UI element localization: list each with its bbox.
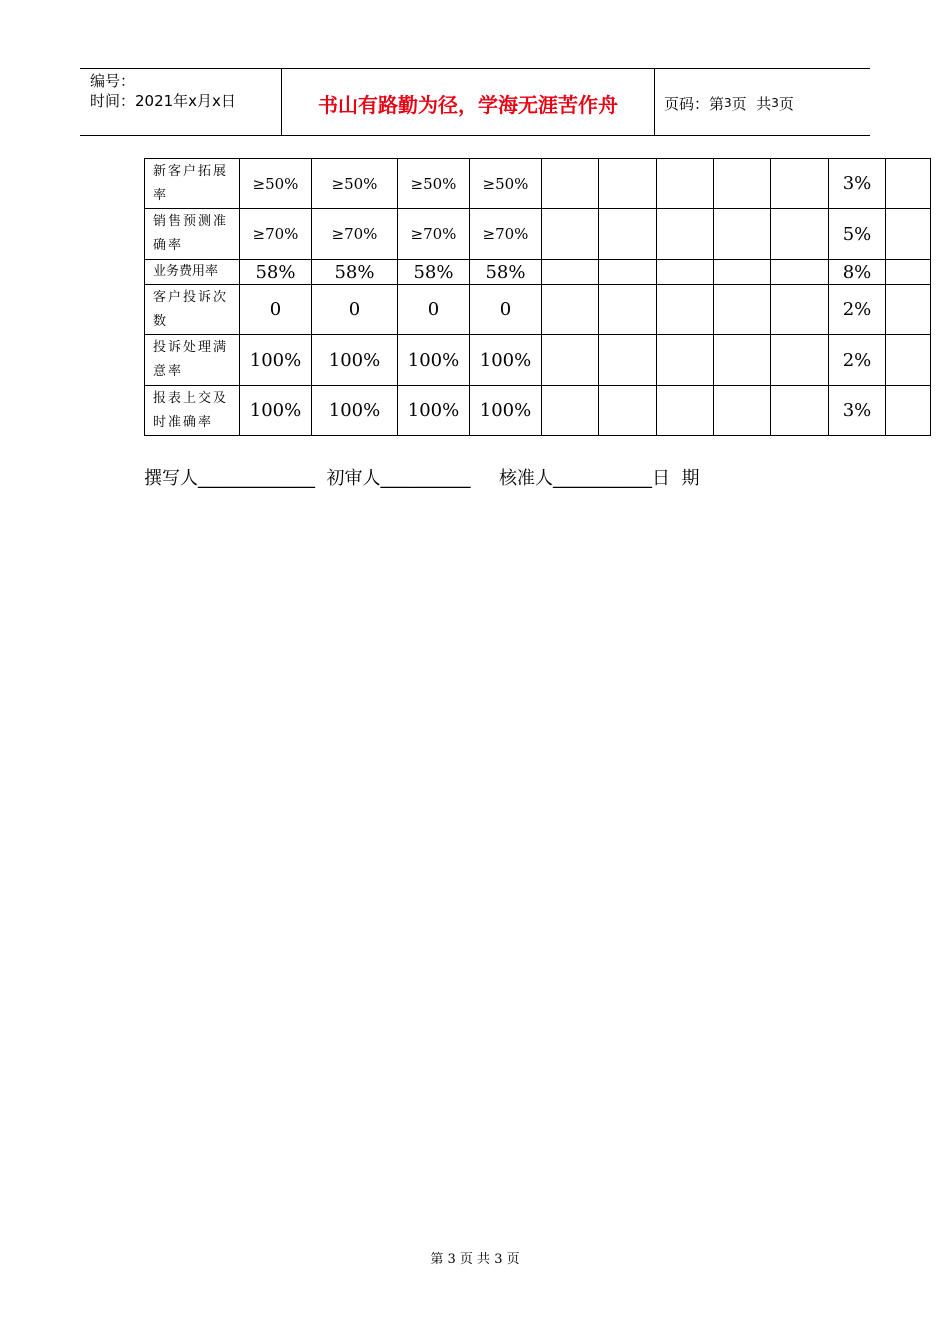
empty-cell [542, 335, 599, 386]
kpi-weight-cell: 5% [829, 209, 886, 260]
kpi-target-cell: ≥70% [470, 209, 542, 260]
kpi-name-line: 投诉处理满 [153, 340, 229, 355]
empty-cell [657, 260, 714, 285]
kpi-name-line: 客户投诉次 [153, 289, 229, 305]
empty-cell [542, 285, 599, 335]
kpi-weight-cell: 8% [829, 260, 886, 285]
kpi-target-cell: 100% [470, 335, 542, 386]
kpi-name-line: 销售预测准 [153, 214, 229, 229]
kpi-name-line: 意率 [153, 364, 184, 379]
table-row [145, 260, 931, 285]
table-row [145, 335, 931, 386]
empty-cell [657, 159, 714, 209]
empty-cell [542, 209, 599, 260]
empty-cell [771, 335, 829, 386]
page-number: 3 [724, 96, 732, 110]
kpi-name-cell [145, 159, 240, 209]
header-meta [90, 71, 236, 111]
kpi-target-cell: 100% [312, 335, 398, 386]
empty-cell [657, 386, 714, 436]
kpi-name-line: 业务费用率 [153, 264, 219, 279]
table-row [145, 209, 931, 260]
kpi-name-line: 确率 [153, 238, 184, 253]
empty-cell [714, 335, 771, 386]
empty-cell [886, 335, 931, 386]
kpi-weight-cell: 3% [829, 159, 886, 209]
kpi-name-line: 报表上交及 [153, 390, 229, 406]
kpi-target-cell: 100% [398, 335, 470, 386]
kpi-target-cell: 0 [240, 285, 312, 335]
document-number-label: 编号： [90, 72, 136, 90]
kpi-target-cell: ≥70% [240, 209, 312, 260]
kpi-target-cell: 58% [240, 260, 312, 285]
kpi-target-cell: ≥50% [470, 159, 542, 209]
kpi-target-cell: 0 [312, 285, 398, 335]
page-prefix: 页码：第 [664, 94, 725, 113]
kpi-target-cell: ≥50% [398, 159, 470, 209]
empty-cell [599, 386, 657, 436]
empty-cell [771, 260, 829, 285]
kpi-name-cell [145, 285, 240, 335]
empty-cell [714, 159, 771, 209]
empty-cell [714, 209, 771, 260]
kpi-weight-cell: 2% [829, 285, 886, 335]
kpi-target-cell: ≥50% [240, 159, 312, 209]
empty-cell [714, 285, 771, 335]
kpi-target-cell: 100% [398, 386, 470, 436]
table-row [145, 159, 931, 209]
header-page-info [664, 69, 794, 137]
kpi-target-cell: 0 [398, 285, 470, 335]
empty-cell [657, 335, 714, 386]
empty-cell [542, 260, 599, 285]
empty-cell [599, 285, 657, 335]
kpi-target-cell: 100% [312, 386, 398, 436]
empty-cell [542, 159, 599, 209]
kpi-table [144, 158, 931, 436]
empty-cell [599, 335, 657, 386]
empty-cell [542, 386, 599, 436]
empty-cell [886, 285, 931, 335]
empty-cell [886, 209, 931, 260]
kpi-target-cell: ≥50% [312, 159, 398, 209]
kpi-target-cell: 58% [470, 260, 542, 285]
empty-cell [771, 285, 829, 335]
kpi-weight-cell: 3% [829, 386, 886, 436]
header-motto: 书山有路勤为径，学海无涯苦作舟 [318, 92, 618, 117]
document-date: 时间：2021年x月x日 [90, 92, 236, 110]
empty-cell [771, 386, 829, 436]
kpi-target-cell: ≥70% [398, 209, 470, 260]
kpi-target-cell: 100% [240, 386, 312, 436]
empty-cell [599, 260, 657, 285]
page-total: 3 [771, 96, 779, 110]
kpi-name-line: 时准确率 [153, 414, 214, 430]
page-suffix: 页 [778, 94, 794, 113]
empty-cell [886, 386, 931, 436]
kpi-target-cell: ≥70% [312, 209, 398, 260]
empty-cell [886, 159, 931, 209]
empty-cell [599, 159, 657, 209]
kpi-weight-cell: 2% [829, 335, 886, 386]
empty-cell [599, 209, 657, 260]
kpi-name-cell [145, 260, 240, 285]
signature-line: 撰写人_____________ 初审人__________ 核准人___________日 期 [144, 468, 700, 489]
table-row [145, 285, 931, 335]
empty-cell [714, 260, 771, 285]
header-divider [654, 69, 655, 135]
empty-cell [886, 260, 931, 285]
empty-cell [657, 285, 714, 335]
kpi-name-cell [145, 209, 240, 260]
kpi-target-cell: 100% [470, 386, 542, 436]
kpi-name-cell [145, 386, 240, 436]
kpi-target-cell: 58% [398, 260, 470, 285]
kpi-target-cell: 58% [312, 260, 398, 285]
kpi-name-line: 率 [153, 187, 169, 203]
kpi-target-cell: 100% [240, 335, 312, 386]
page-mid: 页 共 [731, 94, 772, 113]
page-footer: 第 3 页 共 3 页 [430, 1252, 520, 1267]
page-header [80, 68, 870, 136]
empty-cell [714, 386, 771, 436]
empty-cell [771, 209, 829, 260]
empty-cell [657, 209, 714, 260]
kpi-target-cell: 0 [470, 285, 542, 335]
kpi-name-cell [145, 335, 240, 386]
empty-cell [771, 159, 829, 209]
table-row [145, 386, 931, 436]
kpi-name-line: 数 [153, 313, 169, 329]
kpi-name-line: 新客户拓展 [153, 163, 229, 179]
